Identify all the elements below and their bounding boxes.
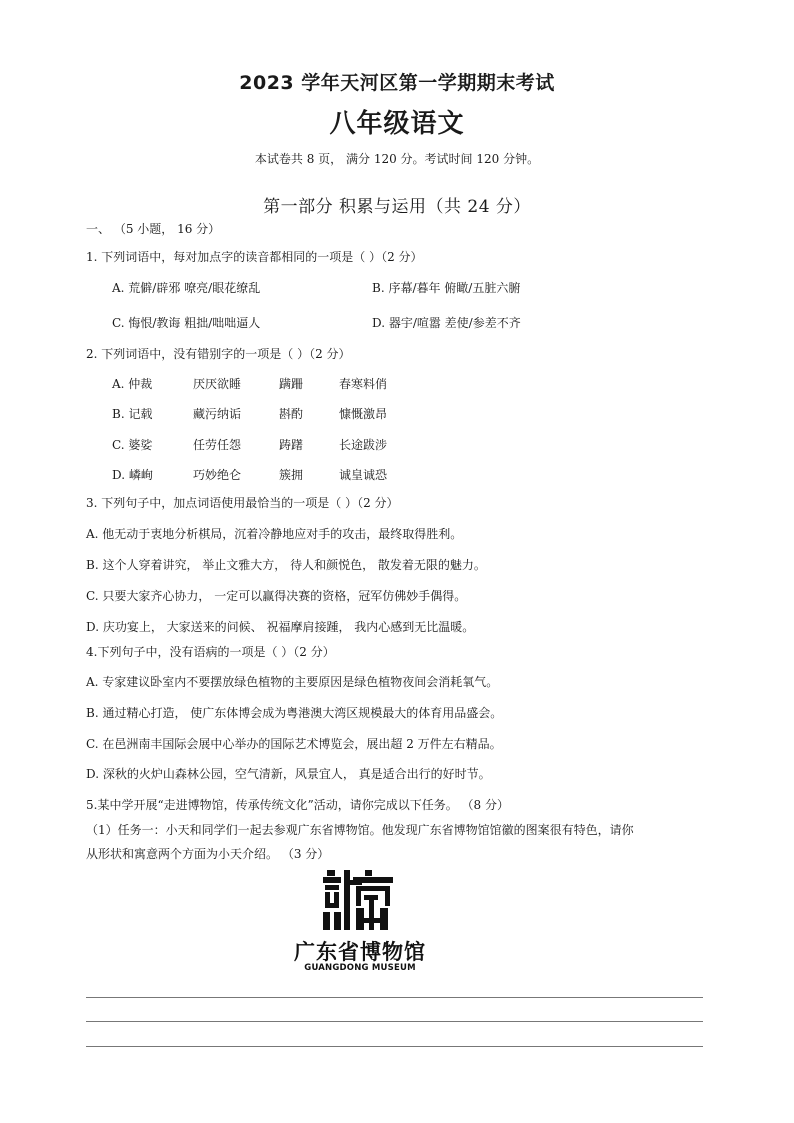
question-4-option-b: B. 通过精心打造， 使广东体博会成为粤港澳大湾区规模最大的体育用品盛会。 <box>86 706 503 720</box>
question-2-option-b-word4: 慷慨激昂 <box>339 407 388 421</box>
logo-name-cn: 广东省博物馆 <box>294 940 426 964</box>
question-2-option-b-word1: B. 记载 <box>112 407 153 421</box>
question-2-option-b-word2: 藏污纳诟 <box>193 407 242 421</box>
question-2-option-d-word4: 诚皇诚恐 <box>339 468 388 482</box>
section-heading: 一、 （5 小题， 16 分） <box>86 222 221 236</box>
question-3-option-b: B. 这个人穿着讲究， 举止文雅大方， 待人和颜悦色， 散发着无限的魅力。 <box>86 558 486 572</box>
question-3-option-d: D. 庆功宴上， 大家送来的问候、 祝福摩肩接踵， 我内心感到无比温暖。 <box>86 620 475 634</box>
part-title: 第一部分 积累与运用（共 24 分） <box>263 197 531 217</box>
question-2-option-c-word3: 踌躇 <box>279 438 304 452</box>
guangdong-museum-logo <box>290 868 430 980</box>
exam-title: 2023 学年天河区第一学期期末考试 <box>239 72 555 94</box>
question-2-option-d-word3: 簇拥 <box>279 468 304 482</box>
question-2-option-a-word4: 春寒料俏 <box>339 377 388 391</box>
question-1-option-a: A. 荒僻/辟邪 嘹亮/眼花缭乱 <box>112 281 261 295</box>
question-1-option-b: B. 序幕/暮年 俯瞰/五脏六腑 <box>372 281 521 295</box>
question-4-option-c: C. 在邑洲南丰国际会展中心举办的国际艺术博览会，展出超 2 万件左右精品。 <box>86 737 502 751</box>
question-5-task1-line1: （1）任务一：小天和同学们一起去参观广东省博物馆。他发现广东省博物馆馆徽的图案很有特色，请你 <box>86 823 634 837</box>
question-3-option-a: A. 他无动于衷地分析棋局，沉着冷静地应对手的攻击，最终取得胜利。 <box>86 527 463 541</box>
question-4-stem: 4.下列句子中，没有语病的一项是（ ）（2 分） <box>86 645 335 659</box>
logo-name-en: GUANGDONG MUSEUM <box>304 963 416 973</box>
question-5-task1-line2: 从形状和寓意两个方面为小天介绍。 （3 分） <box>86 847 330 861</box>
answer-line-1 <box>86 997 703 998</box>
question-2-option-c-word1: C. 婆娑 <box>112 438 153 452</box>
question-2-option-d-word2: 巧妙绝仑 <box>193 468 242 482</box>
question-2-option-a-word2: 厌厌欲睡 <box>193 377 242 391</box>
question-2-option-b-word3: 斟酌 <box>279 407 304 421</box>
question-2-option-c-word4: 长途跋涉 <box>339 438 388 452</box>
exam-subject: 八年级语文 <box>329 109 465 139</box>
question-4-option-d: D. 深秋的火炉山森林公园，空气清新，风景宜人， 真是适合出行的好时节。 <box>86 767 491 781</box>
question-2-option-c-word2: 任劳任怨 <box>193 438 242 452</box>
question-5-stem: 5.某中学开展“走进博物馆，传承传统文化”活动，请你完成以下任务。 （8 分） <box>86 798 509 812</box>
answer-line-3 <box>86 1046 703 1047</box>
answer-line-2 <box>86 1021 703 1022</box>
question-1-option-d: D. 器宇/喧嚣 差使/参差不齐 <box>372 316 521 330</box>
question-1-stem: 1. 下列词语中，每对加点字的读音都相同的一项是（ ）（2 分） <box>86 250 423 264</box>
exam-info: 本试卷共 8 页， 满分 120 分。考试时间 120 分钟。 <box>254 152 540 166</box>
question-3-stem: 3. 下列句子中，加点词语使用最恰当的一项是（ ）（2 分） <box>86 496 399 510</box>
question-2-stem: 2. 下列词语中，没有错别字的一项是（ ）（2 分） <box>86 347 351 361</box>
question-1-option-c: C. 悔恨/教诲 粗拙/咄咄逼人 <box>112 316 261 330</box>
question-4-option-a: A. 专家建议卧室内不要摆放绿色植物的主要原因是绿色植物夜间会消耗氧气。 <box>86 675 499 689</box>
question-2-option-a-word3: 蹒跚 <box>279 377 304 391</box>
question-2-option-a-word1: A. 仲裁 <box>112 377 153 391</box>
question-3-option-c: C. 只要大家齐心协力， 一定可以赢得决赛的资格，冠军仿佛妙手偶得。 <box>86 589 467 603</box>
question-2-option-d-word1: D. 嶙峋 <box>112 468 153 482</box>
